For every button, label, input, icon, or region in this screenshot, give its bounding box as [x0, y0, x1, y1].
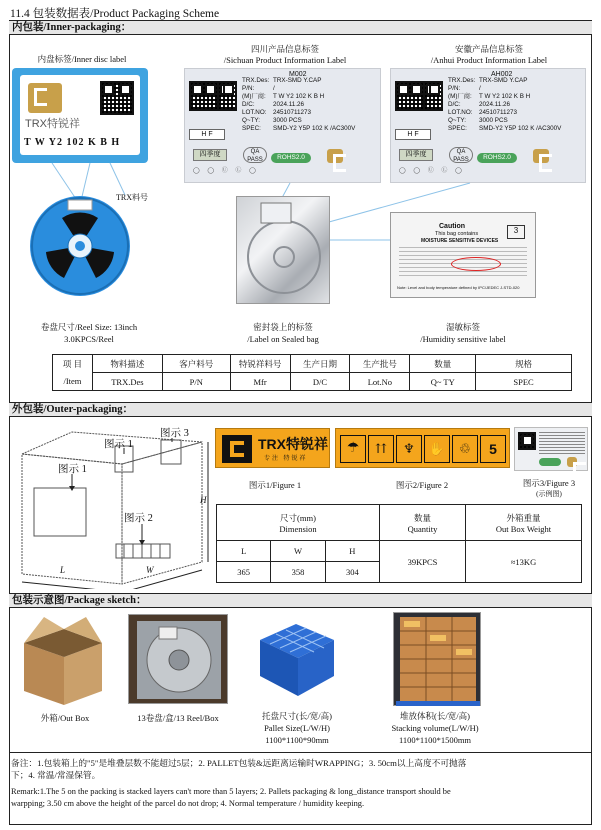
row-value: 24510711273 [479, 109, 518, 116]
table-cell: 生产日期 [290, 355, 350, 373]
caution-footer: Note: Level and body temperature defined by IPC/JEDEC J-STD-020 [397, 285, 520, 290]
weight-header-cn: 外箱重量 [506, 512, 541, 523]
table-cell: /Item [53, 373, 93, 391]
umbrella-icon: ☂ [340, 435, 366, 463]
reels-in-box-photo [128, 614, 228, 704]
remark-divider [9, 752, 592, 753]
cert-marks-icon: ◯ ◯ Ⓤ Ⓛ ◯ [193, 168, 259, 174]
row-value: 2024.11.26 [479, 101, 511, 108]
table-cell: D/C [290, 373, 350, 391]
cert-marks-icon: ◯ ◯ Ⓤ Ⓛ ◯ [399, 168, 465, 174]
row-key: P/N: [448, 85, 461, 92]
row-key: LOT.NO: [242, 109, 267, 116]
fragile-glass-icon: ♆ [396, 435, 422, 463]
outer-box-table [216, 504, 582, 583]
remark-en-line1: Remark:1.The 5 on the packing is stacked layers can't more than 5 layers; 2. Pallets packaging & long_distance transport should be [11, 787, 451, 796]
table-cell: Mfr [230, 373, 290, 391]
caution-title: Caution [439, 223, 466, 230]
trx-logo-icon [222, 435, 252, 463]
table-cell: 365 [217, 562, 271, 583]
reel-caption-size: 卷盘尺寸/Reel Size: 13inch [40, 322, 138, 332]
weight-header-en: Out Box Weight [495, 523, 552, 534]
quarter-sticker: 四季度 [399, 149, 433, 161]
table-row [53, 373, 572, 391]
sealed-caption-en: /Label on Sealed bag [247, 334, 319, 344]
hf-badge: H F [189, 129, 225, 140]
section-outer-header: 外包装/Outer-packaging： [9, 402, 592, 417]
reel-spokes-icon [30, 196, 130, 296]
inner-label-table [52, 354, 572, 391]
row-value: 3000 PCS [273, 117, 302, 124]
quarter-sticker: 四季度 [193, 149, 227, 161]
stack-caption-cn: 堆放体积(长/宽/高) [400, 711, 470, 721]
quantity-value: 39KPCS [380, 541, 466, 583]
row-value: SMD-Y2 Y5P 102 K /AC300V [273, 125, 356, 132]
dimension-header-cn: 尺寸(mm) [280, 512, 316, 523]
table-cell: H [325, 541, 379, 562]
stack-limit-5-icon: 5 [480, 435, 506, 463]
figure-1-label-top: 图示 1 [104, 439, 133, 450]
stacked-boxes-icon [394, 613, 482, 707]
table-cell: 304 [325, 562, 379, 583]
table-cell: SPEC [476, 373, 572, 391]
disc-brand: TRX特锐祥 [25, 118, 80, 130]
trx-logo-icon [567, 457, 577, 467]
table-cell: 特锐祥料号 [230, 355, 290, 373]
sichuan-caption-en: /Sichuan Product Information Label [223, 55, 347, 65]
pallet-photo [256, 618, 336, 702]
row-key: Q~TY: [242, 117, 261, 124]
table-cell: TRX.Des [92, 373, 162, 391]
pallet-caption-en: Pallet Size(L/W/H) [264, 723, 330, 733]
caution-line2: MOISTURE SENSITIVE DEVICES [421, 238, 499, 244]
reel-caption-qty: 3.0KPCS/Reel [64, 334, 114, 344]
section-sketch-header: 包装示意图/Package sketch： [9, 593, 592, 608]
cardboard-box-icon [20, 613, 106, 707]
row-value: / [273, 85, 275, 92]
humidity-label-photo [390, 212, 536, 298]
row-key: (M)厂商: [448, 93, 472, 100]
row-key: TRX.Des: [242, 77, 270, 84]
red-circle-mark [451, 257, 501, 271]
rohs-badge: ROHS2.0 [271, 153, 311, 163]
anhui-caption-en: /Anhui Product Information Label [430, 55, 548, 65]
row-key: D/C: [448, 101, 461, 108]
row-key: Q~TY: [448, 117, 467, 124]
weight-header [466, 505, 582, 541]
msl-level-box: 3 [507, 225, 525, 239]
rohs-badge: ROHS2.0 [477, 153, 517, 163]
label-code: AH002 [491, 71, 513, 78]
qa-pass-badge: QA PASS [243, 147, 267, 163]
anhui-caption-cn: 安徽产品信息标签 [454, 44, 523, 54]
dimension-header [217, 505, 380, 541]
stacked-pallet-photo [393, 612, 481, 706]
reel-image [30, 196, 130, 296]
section-inner-header: 内包装/Inner-packaging： [9, 20, 592, 35]
rohs-badge [539, 458, 561, 466]
quantity-header [380, 505, 466, 541]
humidity-caption-cn: 湿敏标签 [445, 322, 480, 332]
trx-part-label: TRX料号 [116, 193, 148, 202]
reel-stack-icon [129, 615, 229, 705]
hf-badge: H F [395, 129, 431, 140]
dim-l-label: L [60, 565, 66, 575]
table-cell: 物料描述 [92, 355, 162, 373]
out-box-photo [20, 613, 106, 707]
handle-with-care-icon: ✋ [424, 435, 450, 463]
row-key: (M)厂商: [242, 93, 266, 100]
reels-box-caption: 13卷盘/盒/13 Reel/Box [137, 713, 219, 723]
table-cell: P/N [162, 373, 230, 391]
figure-3-sub: (示例图) [536, 490, 562, 498]
row-value: SMD-Y2 Y5P 102 K /AC300V [479, 125, 562, 132]
sichuan-caption-cn: 四川产品信息标签 [250, 44, 319, 54]
figure-3-caption: 图示3/Figure 3 [522, 478, 576, 488]
row-value: 24510711273 [273, 109, 312, 116]
figure-2-caption: 图示2/Figure 2 [395, 480, 449, 490]
figure-3-label: 图示 3 [160, 428, 189, 439]
figure-2-handling-symbols [335, 428, 510, 468]
this-way-up-icon: ⇈ [368, 435, 394, 463]
row-value: / [479, 85, 481, 92]
figure-1-caption: 图示1/Figure 1 [248, 480, 302, 490]
recycle-icon: ♲ [452, 435, 478, 463]
figure-1-brand-label [215, 428, 330, 468]
pallet-caption-cn: 托盘尺寸(长/宽/高) [262, 711, 332, 721]
row-value: 2024.11.26 [273, 101, 305, 108]
row-key: TRX.Des: [448, 77, 476, 84]
table-cell: W [271, 541, 325, 562]
table-cell: 项 目 [53, 355, 93, 373]
label-code: M002 [289, 71, 307, 78]
stack-caption-val: 1100*1100*1500mm [398, 735, 472, 745]
figure-2-label: 图示 2 [124, 513, 153, 524]
table-cell: L [217, 541, 271, 562]
caution-line1: This bag contains [435, 231, 479, 237]
pallet-icon [256, 618, 336, 702]
table-cell: 规格 [476, 355, 572, 373]
dim-h-label: H [200, 495, 207, 505]
pallet-caption-val: 1100*1100*90mm [265, 735, 329, 745]
row-key: P/N: [242, 85, 255, 92]
qa-pass-badge: QA PASS [449, 147, 473, 163]
sealed-bag-photo [236, 196, 330, 304]
qr-code-icon [518, 432, 536, 450]
row-key: SPEC: [448, 125, 467, 132]
quantity-header-en: Quantity [407, 523, 438, 534]
row-value: 3000 PCS [479, 117, 508, 124]
table-row [217, 505, 582, 541]
row-value: TRX-SMD Y.CAP [479, 77, 528, 84]
humidity-caption-en: /Humidity sensitive label [420, 334, 506, 344]
dim-w-label: W [146, 565, 154, 575]
row-key: D/C: [242, 101, 255, 108]
page-title: 11.4 包装数据表/Product Packaging Scheme [10, 8, 220, 20]
remark-en-line2: warpping; 3.50 cm above the height of the parcel do not drop; 4. Normal temperature / humidity keeping. [11, 799, 365, 808]
table-cell: 数量 [410, 355, 476, 373]
row-value: T W Y2 102 K B H [273, 93, 325, 100]
row-value: T W Y2 102 K B H [479, 93, 531, 100]
table-cell: 客户料号 [162, 355, 230, 373]
quantity-header-cn: 数量 [413, 512, 431, 523]
table-cell: 生产批号 [350, 355, 410, 373]
disc-part-number: T W Y2 102 K B H [24, 137, 121, 148]
figure-1-brand-sub: 专注 特锐祥 [264, 456, 308, 462]
reel-in-bag-icon [237, 197, 331, 305]
table-cell: Lot.No [350, 373, 410, 391]
table-row [53, 355, 572, 373]
label-text-lines [539, 432, 585, 454]
weight-value: ≈13KG [466, 541, 582, 583]
table-cell: 358 [271, 562, 325, 583]
figure-1-label-left: 图示 1 [58, 464, 87, 475]
sealed-caption-cn: 密封袋上的标签 [253, 322, 313, 332]
remark-cn-line2: 下；4. 常温/常湿保管。 [11, 770, 101, 780]
remark-cn-line1: 备注：1.包装箱上的"5"是堆叠层数不能超过5层；2. PALLET包装&远距离运输时WRAPPING；3. 50cm以上高度不可抛落 [11, 758, 467, 768]
row-value: TRX-SMD Y.CAP [273, 77, 322, 84]
dimension-header-en: Dimension [279, 523, 317, 534]
table-cell: Q~ TY [410, 373, 476, 391]
row-key: SPEC: [242, 125, 261, 132]
table-row [217, 541, 582, 562]
row-key: LOT.NO: [448, 109, 473, 116]
stack-caption-en: Stacking volume(L/W/H) [391, 723, 479, 733]
out-box-caption: 外箱/Out Box [40, 713, 90, 723]
figure-3-example-label [514, 427, 588, 471]
disc-label-caption: 内盘标签/Inner disc label [37, 54, 127, 64]
figure-1-brand-text: TRX特锐祥 [258, 436, 328, 452]
